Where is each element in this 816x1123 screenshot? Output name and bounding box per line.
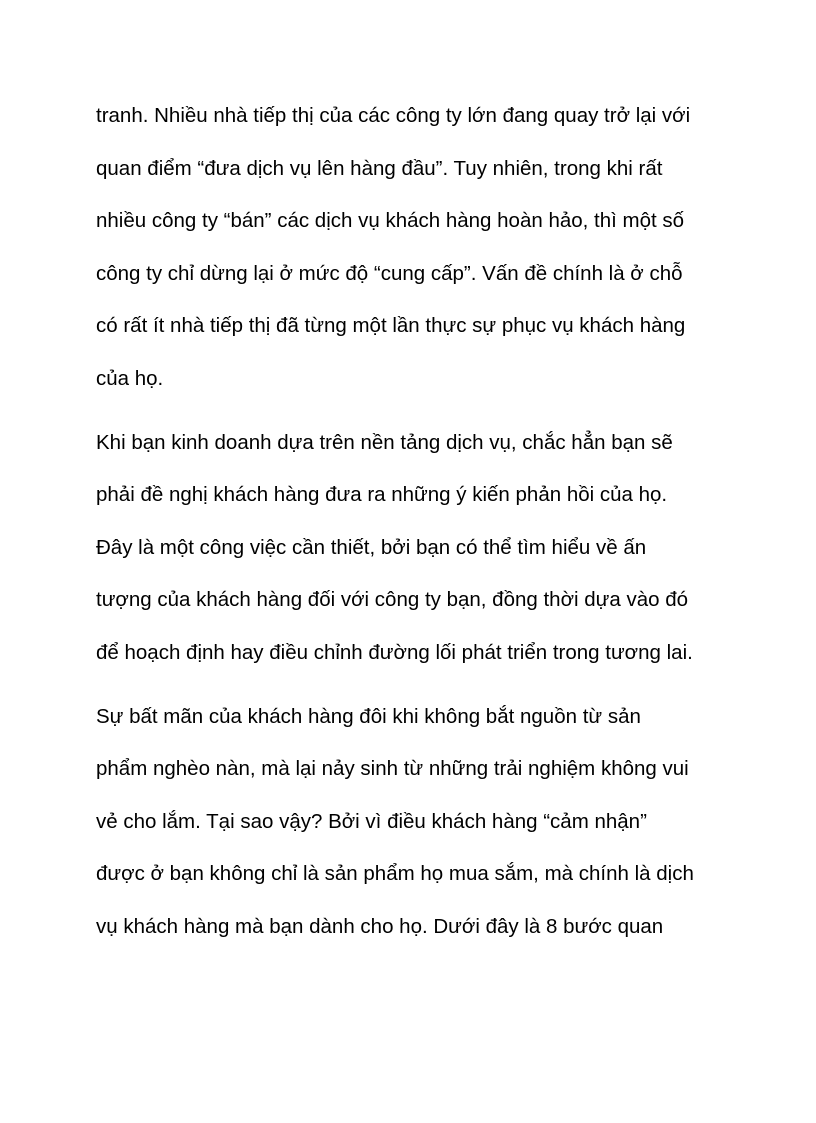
text-line: vụ khách hàng mà bạn dành cho họ. Dưới đây là 8 bước quan	[96, 914, 664, 938]
text-line: được ở bạn không chỉ là sản phẩm họ mua sắm, mà chính là dịch	[96, 862, 694, 886]
text-line: Khi bạn kinh doanh dựa trên nền tảng dịch vụ, chắc hẳn bạn sẽ	[96, 430, 673, 454]
text-line: vẻ cho lắm. Tại sao vậy? Bởi vì điều khách hàng “cảm nhận”	[96, 809, 647, 833]
text-line: để hoạch định hay điều chỉnh đường lối phát triển trong tương lai.	[96, 640, 693, 664]
text-line: tượng của khách hàng đối với công ty bạn, đồng thời dựa vào đó	[96, 588, 689, 612]
text-line: công ty chỉ dừng lại ở mức độ “cung cấp”. Vấn đề chính là ở chỗ	[96, 261, 683, 285]
text-line: có rất ít nhà tiếp thị đã từng một lần thực sự phục vụ khách hàng	[96, 314, 686, 338]
paragraph-1	[96, 95, 736, 411]
text-line: phải đề nghị khách hàng đưa ra những ý kiến phản hồi của họ.	[96, 483, 668, 507]
text-line: quan điểm “đưa dịch vụ lên hàng đầu”. Tuy nhiên, trong khi rất	[96, 156, 663, 180]
paragraph-2	[96, 422, 736, 685]
text-line: của họ.	[96, 366, 164, 390]
text-line: Đây là một công việc cần thiết, bởi bạn có thể tìm hiểu về ấn	[96, 535, 647, 559]
text-line: nhiều công ty “bán” các dịch vụ khách hàng hoàn hảo, thì một số	[96, 209, 685, 233]
body-text	[96, 95, 736, 959]
paragraph-spacer	[96, 411, 736, 422]
text-line: tranh. Nhiều nhà tiếp thị của các công ty lớn đang quay trở lại với	[96, 104, 691, 127]
paragraph-3	[96, 696, 736, 959]
paragraph-spacer	[96, 685, 736, 696]
text-line: Sự bất mãn của khách hàng đôi khi không bắt nguồn từ sản	[96, 704, 641, 728]
text-line: phẩm nghèo nàn, mà lại nảy sinh từ những trải nghiệm không vui	[96, 757, 689, 781]
